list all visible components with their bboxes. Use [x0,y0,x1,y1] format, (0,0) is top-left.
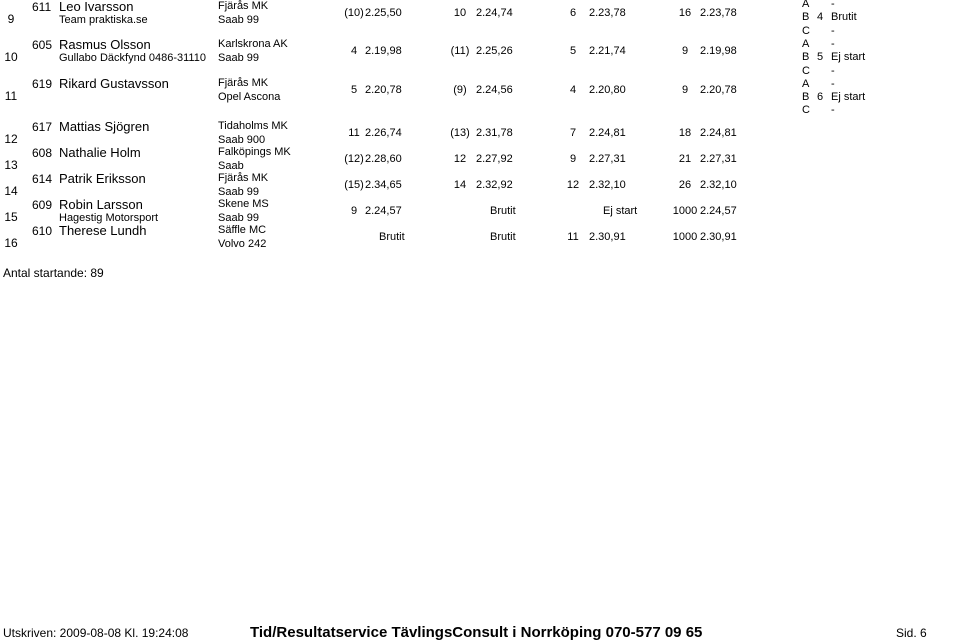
club-name: Fjärås MK [218,77,269,89]
heat-place: 7 [569,127,577,139]
heat-place: 26 [678,179,692,191]
club-name: Fjärås MK [218,172,269,184]
club-name: Falköpings MK [218,146,291,158]
heat-place: 4 [569,84,577,96]
heat-letter: C [802,64,810,77]
heat-place: 9 [350,205,358,217]
start-number: 608 [32,146,53,160]
heat-result: Brutit [831,11,857,24]
heat-place: (12) [344,153,364,165]
heat-time: 2.26,74 [365,127,402,139]
heat-letter: B [802,11,810,24]
heat-result: - [831,37,835,50]
heat-letter: B [802,51,810,64]
heat-letter: B [802,91,810,104]
start-number: 609 [32,198,53,212]
heat-time: Ej start [603,205,638,217]
driver-name: Patrik Eriksson [59,171,146,186]
driver-name: Mattias Sjögren [59,119,150,134]
heat-place: 10 [453,7,467,19]
driver-name: Therese Lundh [59,223,147,238]
club-name: Tidaholms MK [218,120,288,132]
heat-time: 2.20,80 [589,84,626,96]
heat-time: 2.20,78 [700,84,737,96]
start-number: 619 [32,77,53,91]
heat-place: 4 [350,45,358,57]
heat-place: (15) [344,179,364,191]
printed-timestamp: Utskriven: 2009-08-08 Kl. 19:24:08 [3,626,189,640]
start-number: 617 [32,120,53,134]
heat-time: 2.23,78 [700,7,737,19]
heat-result: - [831,104,835,117]
heat-time: 2.24,57 [700,205,737,217]
heat-place: 11 [567,231,579,243]
car-model: Volvo 242 [218,238,267,250]
heat-time: 2.23,78 [589,7,626,19]
driver-name: Rasmus Olsson [59,37,151,52]
heat-place-number: 5 [817,51,824,64]
start-number: 610 [32,224,53,238]
heat-letter: A [802,0,810,10]
club-name: Skene MS [218,198,269,210]
position-number: 10 [4,50,18,64]
driver-name: Nathalie Holm [59,145,141,160]
heat-time: 2.32,92 [476,179,513,191]
heat-place: 5 [569,45,577,57]
heat-time: 2.31,78 [476,127,513,139]
heat-place-number: 6 [817,91,824,104]
heat-time: 2.24,81 [589,127,626,139]
heat-place: 18 [678,127,692,139]
heat-time: 2.24,81 [700,127,737,139]
heat-result: - [831,24,835,37]
heat-time: 2.27,31 [589,153,626,165]
heat-place-number: 4 [817,11,824,24]
car-model: Opel Ascona [218,91,281,103]
heat-time: Brutit [490,231,516,243]
position-number: 9 [7,12,15,26]
heat-place: 9 [569,153,577,165]
heat-place: (11) [450,45,470,57]
start-number: 605 [32,38,53,52]
team-name: Team praktiska.se [59,14,148,26]
heat-time: 2.34,65 [365,179,402,191]
position-number: 13 [4,158,18,172]
heat-time: 2.32,10 [589,179,626,191]
position-number: 12 [4,132,18,146]
position-number: 14 [4,184,18,198]
heat-place: 12 [566,179,580,191]
heat-time: 2.20,78 [365,84,402,96]
heat-time: 2.25,50 [365,7,402,19]
heat-time: 2.27,31 [700,153,737,165]
heat-result: Ej start [831,51,866,64]
heat-time: 2.30,91 [589,231,626,243]
heat-place: 21 [678,153,692,165]
heat-time: Brutit [379,231,405,243]
heat-place: 11 [348,127,360,139]
heat-time: 2.32,10 [700,179,737,191]
heat-place: 1000 [672,205,698,217]
heat-result: - [831,64,835,77]
heat-time: 2.27,92 [476,153,513,165]
position-number: 16 [4,236,18,250]
heat-result: - [831,0,835,10]
car-model: Saab 99 [218,212,259,224]
team-name: Hagestig Motorsport [59,212,159,224]
heat-letter: C [802,104,810,117]
heat-place: 9 [681,45,689,57]
heat-time: 2.25,26 [476,45,513,57]
starters-count: Antal startande: 89 [3,266,104,280]
heat-time: 2.19,98 [700,45,737,57]
heat-time: 2.24,56 [476,84,513,96]
heat-time: 2.19,98 [365,45,402,57]
heat-time: 2.24,57 [365,205,402,217]
position-number: 11 [4,89,18,103]
heat-result: - [831,77,835,90]
heat-time: 2.28,60 [365,153,402,165]
heat-place: (9) [453,84,467,96]
car-model: Saab 99 [218,52,259,64]
position-number: 15 [4,210,18,224]
organizer-info: Tid/Resultatservice TävlingsConsult i Norrköping 070-577 09 65 [250,624,703,641]
heat-place: 6 [569,7,577,19]
heat-place: 5 [350,84,358,96]
club-name: Fjärås MK [218,0,269,12]
driver-name: Rikard Gustavsson [59,76,169,91]
heat-place: (10) [344,7,364,19]
heat-place: 1000 [672,231,698,243]
heat-time: 2.30,91 [700,231,737,243]
heat-time: 2.24,74 [476,7,513,19]
heat-letter: A [802,77,810,90]
heat-place: 16 [678,7,692,19]
heat-place: 12 [453,153,467,165]
heat-place: (13) [450,127,470,139]
car-model: Saab 99 [218,186,259,198]
car-model: Saab 900 [218,134,266,146]
heat-letter: C [802,24,810,37]
start-number: 614 [32,172,53,186]
heat-place: 14 [453,179,467,191]
driver-name: Leo Ivarsson [59,0,134,14]
heat-place: 9 [681,84,689,96]
club-name: Karlskrona AK [218,38,288,50]
club-name: Säffle MC [218,224,267,236]
heat-time: Brutit [490,205,516,217]
heat-letter: A [802,37,810,50]
page-number: Sid. 6 [896,626,927,640]
heat-time: 2.21,74 [589,45,626,57]
team-name: Gullabo Däckfynd 0486-31110 [59,52,206,64]
car-model: Saab 99 [218,14,259,26]
driver-name: Robin Larsson [59,197,143,212]
car-model: Saab [218,160,244,172]
heat-result: Ej start [831,91,866,104]
start-number: 611 [32,0,52,14]
